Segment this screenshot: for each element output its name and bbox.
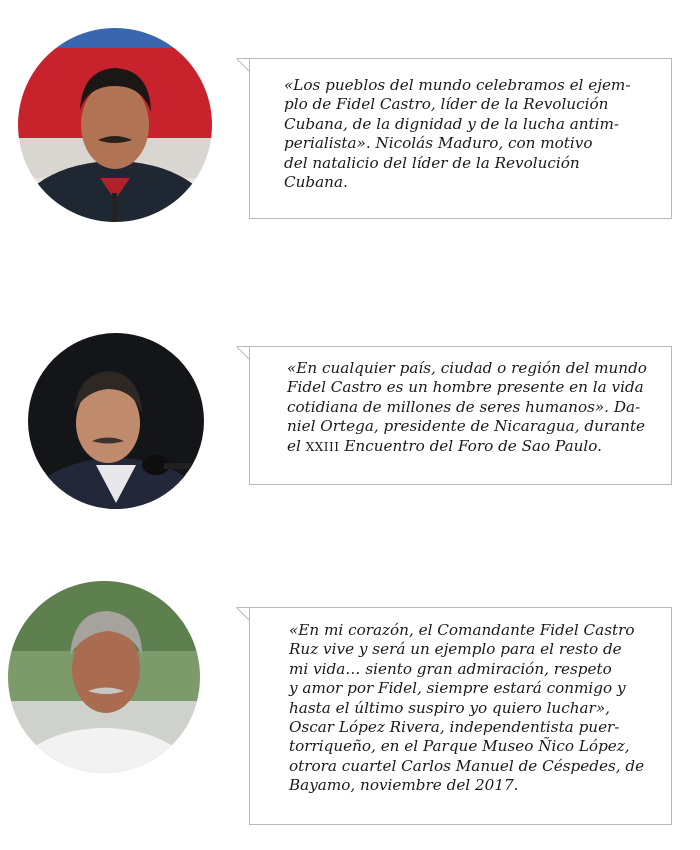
quote-text-part: Encuentro del Foro de Sao Paulo. (339, 436, 602, 455)
quote-text (287, 359, 647, 457)
portrait-ortega-image (28, 333, 204, 509)
portrait-lopez-rivera (8, 581, 200, 773)
portrait-maduro-image (18, 28, 212, 222)
portrait-maduro (18, 28, 212, 222)
quote-text: «En mi corazón, el Comandante Fidel Castro Ruz vive y será un ejemplo para el resto de mi vida… siento gran admiración, respeto y amor por Fidel, siempre estará conmigo y hasta el último suspiro yo quiero luchar», Oscar López Rivera, independentista puer- torriqueño, en el Parque Museo Ñico López, otrora cuartel Carlos Manuel de Céspedes, de Bayamo, noviembre del 2017. (289, 621, 645, 795)
roman-numeral: XXIII (305, 439, 340, 454)
portrait-lopez-rivera-image (8, 581, 200, 773)
portrait-ortega (28, 333, 204, 509)
quote-text-part: «En cualquier país, ciudad o región del mundo Fidel Castro es un hombre presente en la vida cotidiana de millones de seres humanos». Da- niel Ortega, presidente de Nicaragua, durante el (287, 359, 647, 455)
quote-text: «Los pueblos del mundo celebramos el ejem- plo de Fidel Castro, líder de la Revolución Cubana, de la dignidad y de la lucha antim- perialista». Nicolás Maduro, con motivo del natalicio del líder de la Revolución Cubana. (284, 76, 631, 192)
